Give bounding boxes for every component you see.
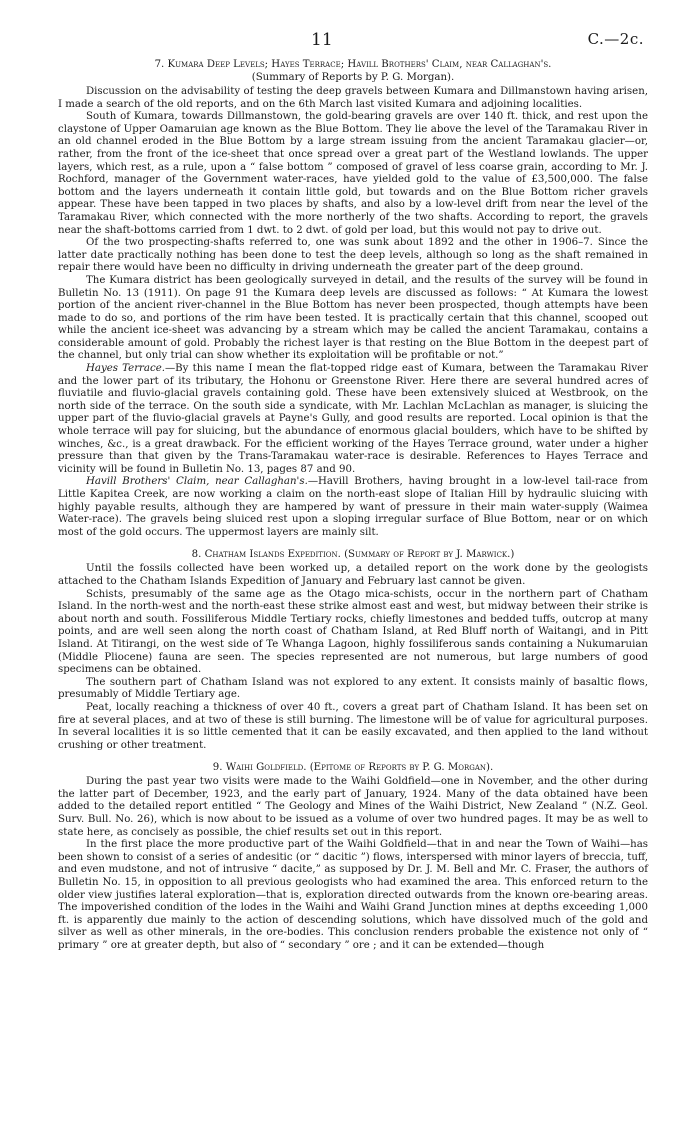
page-number: 11 <box>311 30 333 50</box>
run-in-heading: Hayes Terrace. <box>86 363 165 375</box>
section-subtitle: (Summary of Reports by P. G. Morgan). <box>251 72 455 83</box>
paragraph: During the past year two visits were made to the Waihi Goldfield—one in November, and the other during the latter part of December, 1923, and the early part of January, 1924. Many of the data obtained have been added to the detailed report entitled “ The Geology and Mines of the Waihi District, New Zealand ” (N.Z. Geol. Surv. Bull. No. 26), which is now about to be issued as a volume of over two hundred pages. It may be as well to state here, as concisely as possible, the chief results set out in this report. <box>58 776 648 838</box>
paragraph-hayes-terrace <box>58 363 648 476</box>
report-code: C.—2c. <box>587 30 644 48</box>
page-header <box>58 30 648 58</box>
section-waihi-goldfield <box>58 761 648 952</box>
paragraph-text: —By this name I mean the flat-topped ridge east of Kumara, between the Taramakau River and the lower part of its tributary, the Hohonu or Greenstone River. Here there are several hundred acres of fluviatile and fluvio-glacial gravels containing gold. These have been extensively sluiced at Westbrook, on the north side of the terrace. On the south side a syndicate, with Mr. Lachlan McLachlan as manager, is sluicing the upper part of the fluvio-glacial gravels at Payne's Gully, and good results are reported. Local opinion is that the whole terrace will pay for sluicing, but the abundance of enormous glacial boulders, which have to be shifted by winches, &c., is a great drawback. For the efficient working of the Hayes Terrace ground, water under a higher pressure than that given by the Trans-Taramakau water-race is desirable. References to Hayes Terrace and vicinity will be found in Bulletin No. 13, pages 87 and 90. <box>58 363 648 475</box>
section-title: 7. Kumara Deep Levels; Hayes Terrace; Havill Brothers' Claim, near Callaghan's. <box>154 59 552 70</box>
paragraph: Schists, presumably of the same age as the Otago mica-schists, occur in the northern part of Chatham Island. In the north-west and the north-east these strike almost east and west, but midway between their strike is about north and south. Fossiliferous Middle Tertiary rocks, chiefly limestones and bedded tuffs, outcrop at many points, and are well seen along the north coast of Chatham Island, at Red Bluff north of Waitangi, and in Pitt Island. At Titirangi, on the west side of Te Whanga Lagoon, highly fossiliferous sands containing a Nukumaruian (Middle Pliocene) fauna are seen. The species represented are not numerous, but large numbers of good specimens can be obtained. <box>58 588 648 676</box>
paragraph: South of Kumara, towards Dillmanstown, the gold-bearing gravels are over 140 ft. thick, and rest upon the claystone of Upper Oamaruian age known as the Blue Bottom. They lie above the level of the Taramakau River in an old channel eroded in the Blue Bottom by a large stream issuing from the ancient Taramakau glacier—or, rather, from the front of the ice-sheet that once spread over a great part of the Westland lowlands. The upper layers, which rest, as a rule, upon a “ false bottom ” composed of gravel of less coarse grain, according to Mr. J. Rochford, manager of the Government water-races, have yielded gold to the value of £3,500,000. The false bottom and the layers underneath it contain little gold, but towards and on the Blue Bottom richer gravels appear. These have been tapped in two places by shafts, and also by a low-level drift from near the level of the Taramakau River, which connected with the more northerly of the two shafts. According to report, the gravels near the shaft-bottoms carried from 1 dwt. to 2 dwt. of gold per load, but this would not pay to drive out. <box>58 111 648 236</box>
document-page <box>58 30 648 953</box>
paragraph: Until the fossils collected have been worked up, a detailed report on the work done by the geologists attached to the Chatham Islands Expedition of January and February last cannot be given. <box>58 563 648 587</box>
paragraph-text: —Havill Brothers, having brought in a low-level tail-race from Little Kapitea Creek, are now working a claim on the north-east slope of Italian Hill by hydraulic sluicing with highly payable results, although they are hampered by want of pressure in their main water-supply (Waimea Water-race). The gravels being sluiced rest upon a sloping irregular surface of Blue Bottom, near or on which most of the gold occurs. The uppermost layers are mainly silt. <box>58 476 648 538</box>
paragraph: Discussion on the advisability of testing the deep gravels between Kumara and Dillmanstown having arisen, I made a search of the old reports, and on the 6th March last visited Kumara and adjoining localities. <box>58 86 648 110</box>
section-chatham-islands <box>58 548 648 752</box>
paragraph: The Kumara district has been geologically surveyed in detail, and the results of the survey will be found in Bulletin No. 13 (1911). On page 91 the Kumara deep levels are discussed as follows: “ At Kumara the lowest portion of the ancient river-channel in the Blue Bottom has never been prospected, though attempts have been made to do so, and portions of the rim have been tested. It is practically certain that this channel, scooped out while the ancient ice-sheet was advancing by a stream which may be called the ancient Taramakau, contains a considerable amount of gold. Probably the richest layer is that resting on the Blue Bottom in the deepest part of the channel, but only trial can show whether its exploitation will be profitable or not.” <box>58 274 648 362</box>
paragraph-havill-brothers <box>58 476 648 539</box>
run-in-heading: Havill Brothers' Claim, near Callaghan's. <box>86 476 308 488</box>
paragraph: The southern part of Chatham Island was not explored to any extent. It consists mainly of basaltic flows, presumably of Middle Tertiary age. <box>58 676 648 701</box>
paragraph: Peat, locally reaching a thickness of over 40 ft., covers a great part of Chatham Island. It has been set on fire at several places, and at two of these is still burning. The limestone will be of value for agricultural purposes. In several localities it is so little cemented that it can be easily excavated, and then applied to the land without crushing or other treatment. <box>58 701 648 751</box>
paragraph: In the first place the more productive part of the Waihi Goldfield—that in and near the Town of Waihi—has been shown to consist of a series of andesitic (or “ dacitic ”) flows, interspersed with minor layers of breccia, tuff, and even mudstone, and not of intrusive “ dacite,” as supposed by Dr. J. M. Bell and Mr. C. Fraser, the authors of Bulletin No. 15, in opposition to all previous geologists who had examined the area. This enforced return to the older view justifies lateral exploration—that is, exploration directed outwards from the known ore-bearing areas. The impoverished condition of the lodes in the Waihi and Waihi Grand Junction mines at depths exceeding 1,000 ft. is apparently due mainly to the action of descending solutions, which have dissolved much of the gold and silver as well as other minerals, in the ore-bodies. This conclusion renders probable the existence not only of “ primary ” ore at greater depth, but also of “ secondary ” ore ; and it can be extended—though <box>58 839 648 951</box>
paragraph: Of the two prospecting-shafts referred to, one was sunk about 1892 and the other in 1906–7. Since the latter date practically nothing has been done to test the deep levels, although so long as the shaft remained in repair there would have been no difficulty in driving underneath the greater part of the deep ground. <box>58 237 648 274</box>
section-kumara <box>58 58 648 539</box>
section-title: 8. Chatham Islands Expedition. (Summary of Report by J. Marwick.) <box>191 549 515 561</box>
section-title: 9. Waihi Goldfield. (Epitome of Reports by P. G. Morgan). <box>212 762 494 774</box>
